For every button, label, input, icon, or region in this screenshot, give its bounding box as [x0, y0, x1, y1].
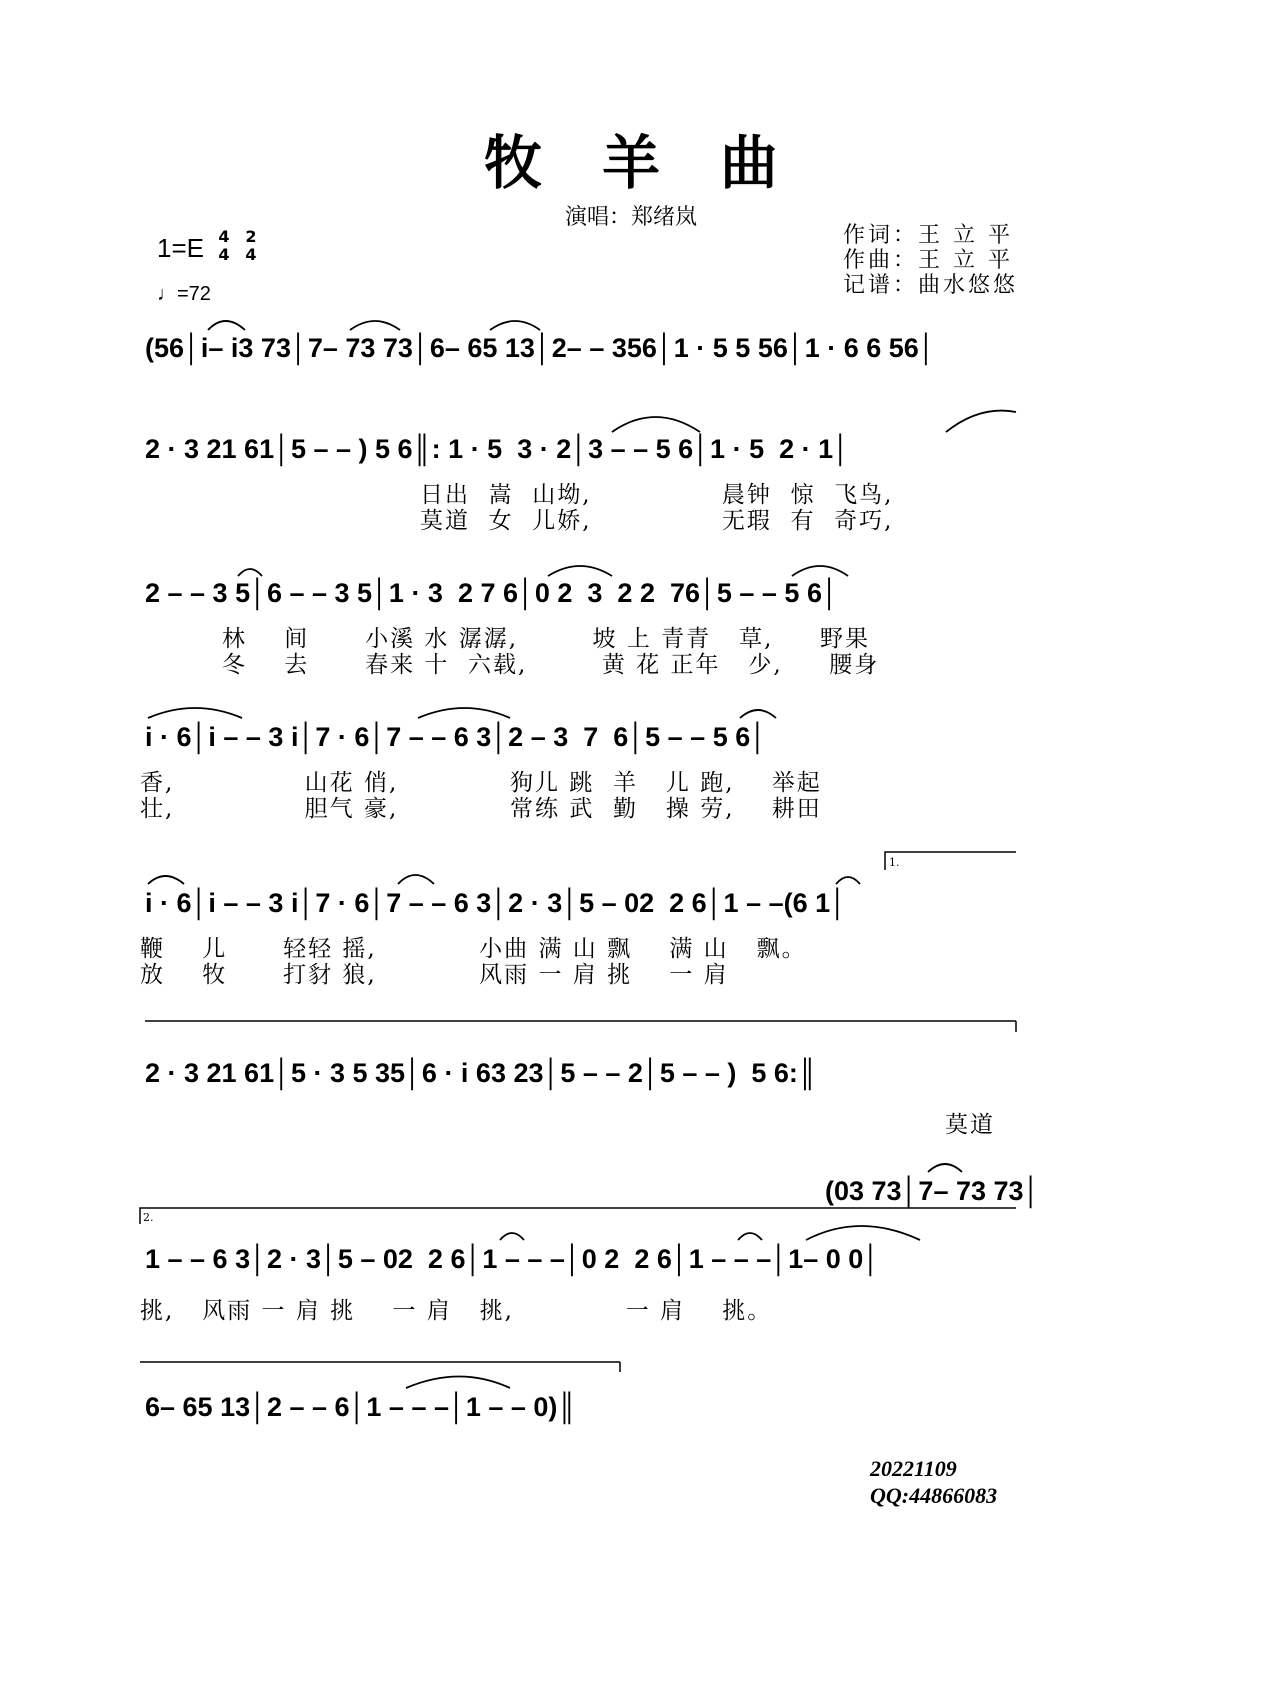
lyric-row-4-verse-2: 壮, 胆气 豪, 常练 武 勤 操 劳, 耕田 [140, 796, 822, 822]
time-sig-a-denominator: 4 [218, 245, 230, 264]
time-sig-a-numerator: 4 [218, 227, 230, 246]
lyric-row-3-verse-2: 冬 去 春来 十 六载, 黄 花 正年 少, 腰身 [222, 652, 880, 678]
lyric-row-3-verse-1: 林 间 小溪 水 潺潺, 坡 上 青青 草, 野果 [222, 626, 870, 652]
footer-qq: QQ:44866083 [870, 1483, 998, 1508]
score-row-7: 1 – – 6 3│2 · 3│5 – 02 2 6│1 – – –│0 2 2 6│1 – – –│1– 0 0│ [145, 1244, 881, 1274]
lyric-row-5-verse-2: 放 牧 打豺 狼, 风雨 一 肩 挑 一 肩 [140, 962, 729, 988]
lyric-row-2-verse-1: 日出 嵩 山坳, 晨钟 惊 飞鸟, [420, 482, 894, 508]
volta-1-label: 1. [889, 856, 900, 869]
score-row-8: 6– 65 13│2 – – 6│1 – – –│1 – – 0)║ [145, 1392, 577, 1422]
score-row-6b: (03 73│7– 73 73│ [825, 1176, 1041, 1206]
lyric-row-7: 挑, 风雨 一 肩 挑 一 肩 挑, 一 肩 挑。 [140, 1298, 773, 1324]
lyric-row-5-verse-1: 鞭 儿 轻轻 摇, 小曲 满 山 飘 满 山 飘。 [140, 936, 807, 962]
lyric-row-4-verse-1: 香, 山花 俏, 狗儿 跳 羊 儿 跑, 举起 [140, 770, 822, 796]
time-sig-b-denominator: 4 [245, 245, 257, 264]
score-row-1: (56│i– i3 73│7– 73 73│6– 65 13│2– – 356│1 · 5 5 56│1 · 6 6 56│ [145, 333, 936, 363]
volta-1-bracket [885, 852, 1016, 870]
volta-2-label: 2. [143, 1211, 154, 1224]
score-row-3: 2 – – 3 5│6 – – 3 5│1 · 3 2 7 6│0 2 3 2 2 76│5 – – 5 6│ [145, 578, 839, 608]
singer-credit: 演唱：郑绪岚 [564, 205, 697, 230]
lyricist-credit: 作词：王 立 平 [843, 223, 1013, 248]
score-row-2: 2 · 3 21 61│5 – – ) 5 6║: 1 · 5 3 · 2│3 – – 5 6│1 · 5 2 · 1│ [145, 434, 850, 464]
key-signature: 1=E [157, 233, 204, 263]
lyric-row-2-verse-2: 莫道 女 儿娇, 无瑕 有 奇巧, [420, 508, 894, 534]
volta-2-bracket [140, 1208, 1016, 1224]
score-row-4: i · 6│i – – 3 i│7 · 6│7 – – 6 3│2 – 3 7 6│5 – – 5 6│ [145, 722, 768, 752]
song-title: 牧羊曲 [483, 129, 838, 197]
score-row-6: 2 · 3 21 61│5 · 3 5 35│6 · i 63 23│5 – – 2│5 – – ) 5 6:║ [145, 1058, 818, 1088]
composer-credit: 作曲：王 立 平 [843, 248, 1013, 273]
footer-date: 20221109 [870, 1456, 957, 1481]
time-sig-b-numerator: 2 [245, 227, 257, 246]
tempo-marking: ♩=72 [157, 283, 211, 305]
lyric-row-6: 莫道 [945, 1112, 995, 1138]
transcriber-credit: 记谱：曲水悠悠 [843, 273, 1019, 298]
score-row-5: i · 6│i – – 3 i│7 · 6│7 – – 6 3│2 · 3│5 – 02 2 6│1 – –(6 1│ [145, 888, 848, 918]
